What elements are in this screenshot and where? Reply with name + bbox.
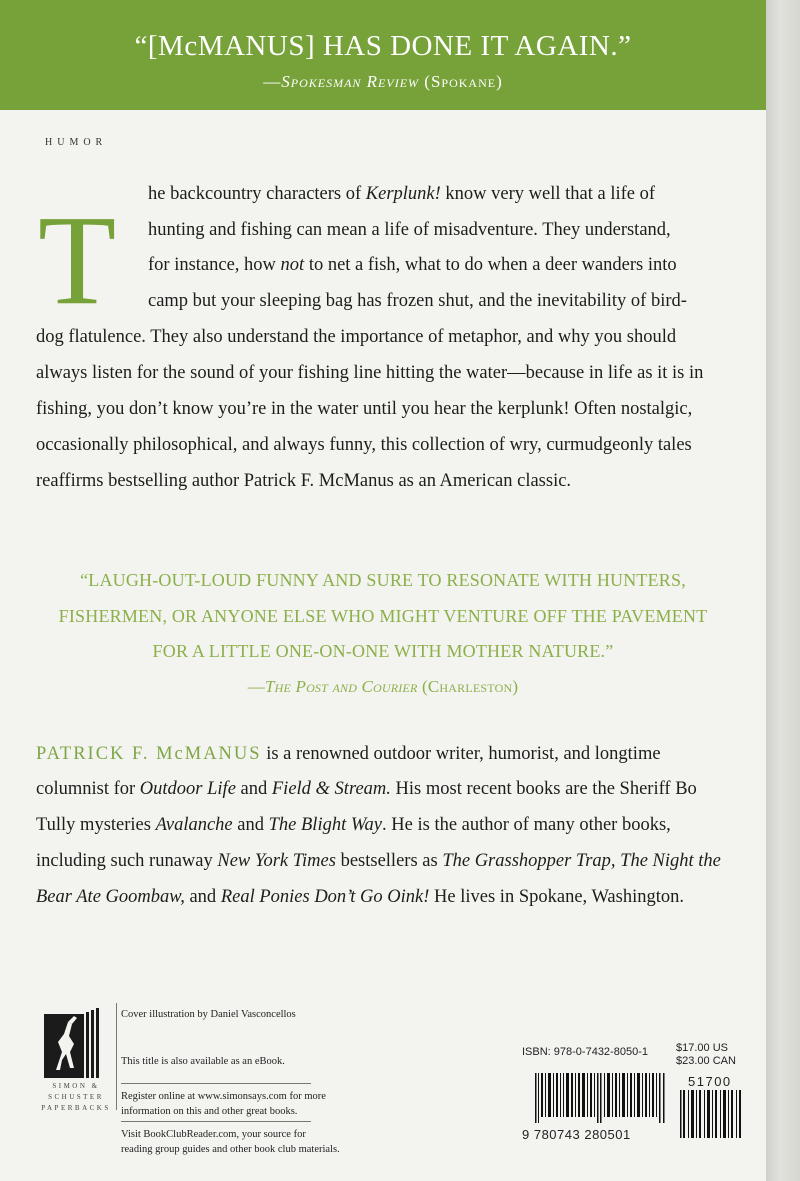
author-name: PATRICK F. McMANUS: [36, 744, 262, 764]
publisher-name-line: PAPERBACKS: [41, 1104, 111, 1112]
bio-line: [36, 851, 721, 872]
bio-line: [36, 815, 671, 836]
text: reading group guides and other book club materials.: [121, 1144, 340, 1155]
magazine-title: Field & Stream.: [271, 779, 391, 799]
category-label: HUMOR: [45, 137, 108, 148]
publisher-name: [36, 1081, 116, 1114]
book-title: Kerplunk!: [365, 184, 441, 204]
banner-source-publication: Spokesman Review: [281, 72, 420, 91]
text: camp but your sleeping bag has frozen shut, and the inevitability of bird-: [148, 291, 687, 311]
text: reaffirms bestselling author Patrick F. McManus as an American classic.: [36, 471, 572, 491]
text: he backcountry characters of: [148, 184, 366, 204]
ebook-note: This title is also available as an eBook.: [121, 1056, 285, 1067]
pull-quote-city: (Charleston): [417, 677, 519, 696]
book-title: Avalanche: [155, 815, 233, 835]
description-line: [36, 319, 676, 355]
text: hunting and fishing can mean a life of misadventure. They understand,: [148, 220, 671, 240]
cover-credit: Cover illustration by Daniel Vasconcellos: [121, 1009, 296, 1020]
bio-line: [36, 744, 661, 765]
text: and: [232, 815, 269, 835]
magazine-title: Outdoor Life: [139, 779, 236, 799]
banner-quote: “[McMANUS] HAS DONE IT AGAIN.”: [134, 30, 632, 62]
description-line: [36, 391, 692, 427]
description-line: [148, 283, 687, 319]
book-title: Bear Ate Goombaw,: [36, 887, 185, 907]
divider: [121, 1121, 311, 1122]
text: is a renowned outdoor writer, humorist, and longtime: [261, 744, 661, 764]
praise-banner: [0, 0, 766, 110]
text: Register online at www.simonsays.com for more: [121, 1091, 326, 1102]
text: dog flatulence. They also understand the importance of metaphor, and why you should: [36, 327, 677, 347]
description-line: [36, 463, 571, 499]
book-title: The Blight Way: [268, 815, 383, 835]
text: columnist for: [36, 779, 140, 799]
description-line: [148, 176, 655, 212]
text: bestsellers as: [335, 851, 443, 871]
text: and: [184, 887, 221, 907]
spine-edge: [766, 0, 800, 1181]
text: Visit BookClubReader.com, your source for: [121, 1129, 306, 1140]
publisher-name-line: SCHUSTER: [48, 1093, 104, 1101]
bookclub-note: [121, 1127, 340, 1157]
bio-line: [36, 779, 697, 800]
book-title: Real Ponies Don’t Go Oink!: [220, 887, 430, 907]
text: He lives in Spokane, Washington.: [429, 887, 684, 907]
pull-quote-source: [0, 677, 766, 697]
text: occasionally philosophical, and always funny, this collection of wry, curmudgeonly tales: [36, 435, 692, 455]
text: Tully mysteries: [36, 815, 156, 835]
pull-quote-line: FOR A LITTLE ONE-ON-ONE WITH MOTHER NATURE.”: [152, 641, 614, 661]
price-can: $23.00 CAN: [676, 1055, 736, 1067]
text: for instance, how: [148, 255, 281, 275]
barcode-number: 9 780743 280501: [522, 1127, 631, 1142]
description-line: [36, 355, 703, 391]
emphasis: not: [280, 255, 305, 275]
barcode-addon: [680, 1090, 742, 1138]
publisher-name-line: SIMON &: [52, 1082, 100, 1090]
text: to net a fish, what to do when a deer wanders into: [304, 255, 677, 275]
dash: —: [247, 677, 265, 696]
text: . He is the author of many other books,: [382, 815, 671, 835]
pull-quote-publication: The Post and Courier: [264, 677, 418, 696]
book-title: The Grasshopper Trap, The Night the: [442, 851, 721, 871]
text: always listen for the sound of your fishing line hitting the water—because in life as it is in: [36, 363, 704, 383]
divider: [121, 1083, 311, 1084]
description-line: [148, 247, 677, 283]
description-line: [36, 427, 692, 463]
text: His most recent books are the Sheriff Bo: [390, 779, 697, 799]
register-note: [121, 1089, 326, 1119]
pull-quote-line: FISHERMEN, OR ANYONE ELSE WHO MIGHT VENTURE OFF THE PAVEMENT: [58, 606, 708, 626]
isbn: ISBN: 978-0-7432-8050-1: [522, 1046, 648, 1058]
text: know very well that a life of: [440, 184, 656, 204]
banner-source: [0, 72, 766, 92]
drop-cap: T: [38, 189, 117, 331]
text: information on this and other great books.: [121, 1106, 298, 1117]
divider: [116, 1003, 117, 1110]
pull-quote-line: “LAUGH-OUT-LOUD FUNNY AND SURE TO RESONATE WITH HUNTERS,: [80, 570, 686, 590]
description-line: [148, 212, 671, 248]
text: and: [235, 779, 272, 799]
banner-source-dash: —: [263, 72, 282, 91]
barcode: [535, 1073, 667, 1123]
text: including such runaway: [36, 851, 218, 871]
torch-bearer-logo-icon: [44, 1008, 102, 1080]
text: fishing, you don’t know you’re in the water until you hear the kerplunk! Often nostalgic,: [36, 399, 693, 419]
banner-source-city: (Spokane): [419, 72, 503, 91]
bio-line: [36, 887, 684, 908]
barcode-addon-number: 51700: [688, 1074, 732, 1089]
newspaper-title: New York Times: [217, 851, 336, 871]
price-us: $17.00 US: [676, 1042, 728, 1054]
